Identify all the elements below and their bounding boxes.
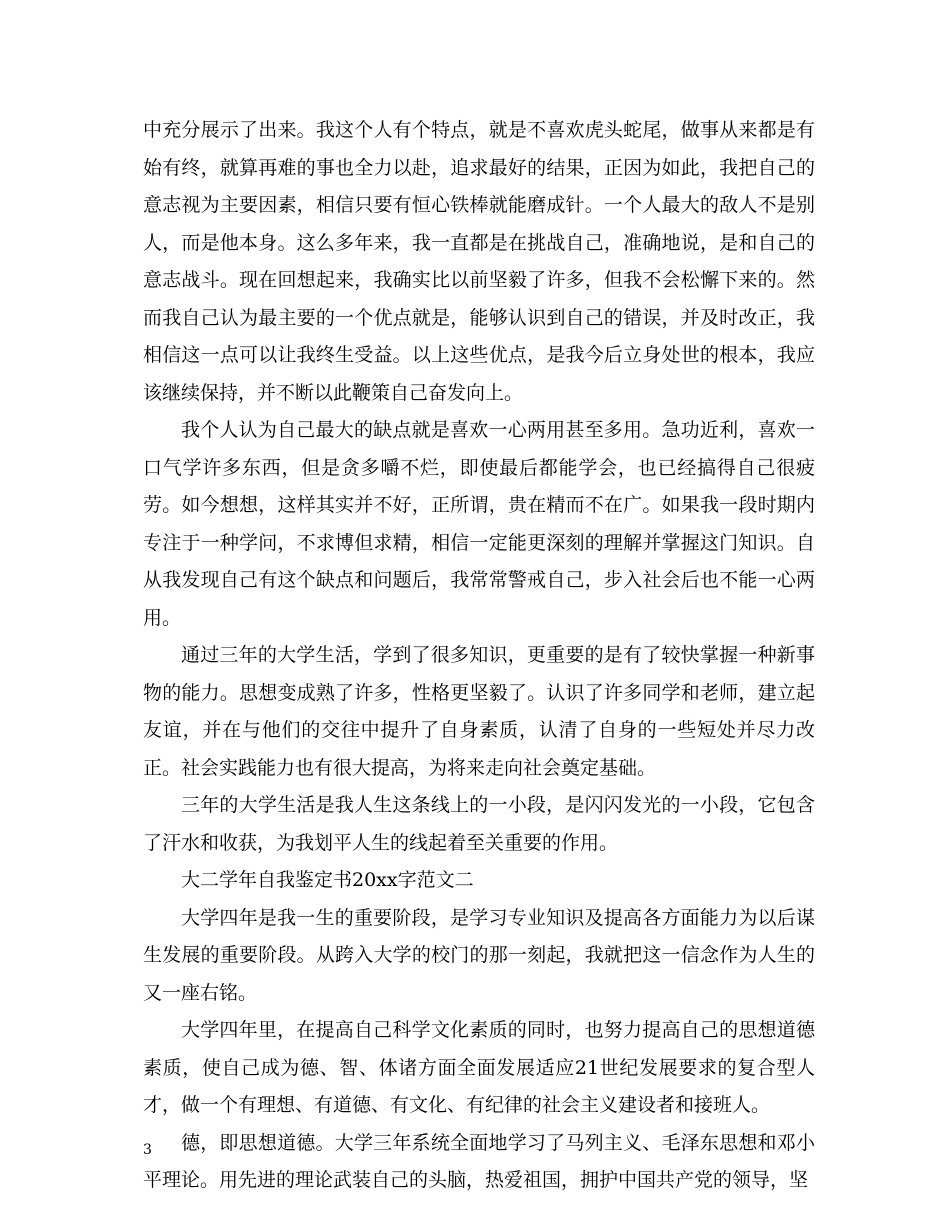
document-body bbox=[143, 112, 815, 1200]
paragraph-4: 三年的大学生活是我人生这条线上的一小段，是闪闪发光的一小段，它包含了汗水和收获，为我划平人生的线起着至关重要的作用。 bbox=[143, 794, 815, 854]
section-heading: 大二学年自我鉴定书20xx字范文二 bbox=[181, 869, 474, 891]
paragraph-8: 德，即思想道德。大学三年系统全面地学习了马列主义、毛泽东思想和邓小平理论。用先进的理论武装自己的头脑，热爱祖国，拥护中国共产党的领导，坚 bbox=[143, 1131, 815, 1191]
paragraph-7: 大学四年里，在提高自己科学文化素质的同时，也努力提高自己的思想道德素质，使自己成为德、智、体诸方面全面发展适应21世纪发展要求的复合型人才，做一个有理想、有道德、有文化、有纪律的社会主义建设者和接班人。 bbox=[143, 1019, 815, 1116]
page-number: 3 bbox=[143, 1142, 152, 1158]
paragraph-1: 中充分展示了出来。我这个人有个特点，就是不喜欢虎头蛇尾，做事从来都是有始有终，就算再难的事也全力以赴，追求最好的结果，正因为如此，我把自己的意志视为主要因素，相信只要有恒心铁棒就能磨成针。一个人最大的敌人不是别人，而是他本身。这么多年来，我一直都是在挑战自己，准确地说，是和自己的意志战斗。现在回想起来，我确实比以前坚毅了许多，但我不会松懈下来的。然而我自己认为最主要的一个优点就是，能够认识到自己的错误，并及时改正，我相信这一点可以让我终生受益。以上这些优点，是我今后立身处世的根本，我应该继续保持，并不断以此鞭策自己奋发向上。 bbox=[143, 119, 815, 404]
paragraph-6: 大学四年是我一生的重要阶段，是学习专业知识及提高各方面能力为以后谋生发展的重要阶段。从跨入大学的校门的那一刻起，我就把这一信念作为人生的又一座右铭。 bbox=[143, 906, 815, 1004]
paragraph-3: 通过三年的大学生活，学到了很多知识，更重要的是有了较快掌握一种新事物的能力。思想变成熟了许多，性格更坚毅了。认识了许多同学和老师，建立起友谊，并在与他们的交往中提升了自身素质，认清了自身的一些短处并尽力改正。社会实践能力也有很大提高，为将来走向社会奠定基础。 bbox=[143, 644, 815, 779]
paragraph-2: 我个人认为自己最大的缺点就是喜欢一心两用甚至多用。急功近利，喜欢一口气学许多东西，但是贪多嚼不烂，即使最后都能学会，也已经搞得自己很疲劳。如今想想，这样其实并不好，正所谓，贵在精而不在广。如果我一段时期内专注于一种学问，不求博但求精，相信一定能更深刻的理解并掌握这门知识。自从我发现自己有这个缺点和问题后，我常常警戒自己，步入社会后也不能一心两用。 bbox=[143, 419, 815, 629]
